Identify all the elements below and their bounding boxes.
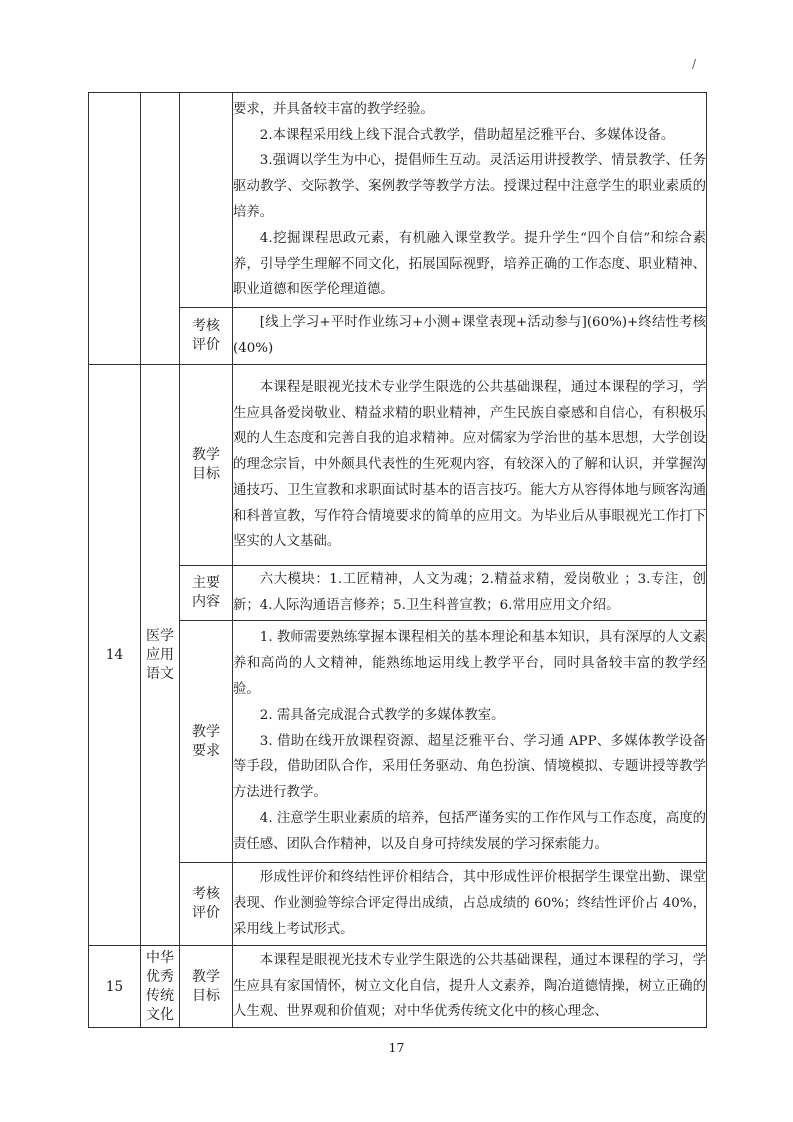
page-number: 17 xyxy=(388,1040,405,1055)
requirement-text: 2.本课程采用线上线下混合式教学，借助超星泛雅平台、多媒体设备。 xyxy=(259,127,675,143)
content-label: 主要内容 xyxy=(192,575,220,610)
row-13-requirements xyxy=(89,93,707,308)
objectives-label-cell xyxy=(180,946,233,1028)
requirement-text: 要求，并具备较丰富的教学经验。 xyxy=(233,101,434,117)
requirement-text: 2. 需具备完成混合式教学的多媒体教室。 xyxy=(259,707,505,723)
row-14-course-cell xyxy=(141,365,180,946)
objectives-content xyxy=(233,946,707,1028)
row-15-objectives xyxy=(89,946,707,1028)
assessment-text: [线上学习+平时作业练习+小测+课堂表现+活动参与](60%)+终结性考核(40%) xyxy=(233,315,706,356)
main-content-cell xyxy=(233,566,707,621)
row-14-objectives xyxy=(89,365,707,566)
objectives-content xyxy=(233,365,707,566)
main-content-text: 六大模块：1.工匠精神，人文为魂；2.精益求精，爱岗敬业 ；3.专注，创新；4.人际沟通语言修养；5.卫生科普宣教；6.常用应用文介绍。 xyxy=(233,572,706,613)
row-15-course-cell xyxy=(141,946,180,1028)
row-14-number: 14 xyxy=(89,365,141,946)
assessment-content xyxy=(233,308,707,365)
requirement-text: 1. 教师需要熟练掌握本课程相关的基本理论和基本知识，具有深厚的人文素养和高尚的人文精神，能熟练地运用线上教学平台，同时具备较丰富的教学经验。 xyxy=(233,630,706,697)
row-13-number-cell xyxy=(89,93,141,365)
row-14-content xyxy=(89,566,707,621)
row-14-assessment xyxy=(89,863,707,946)
row-13-assessment xyxy=(89,308,707,365)
assessment-text: 形成性评价和终结性评价相结合，其中形成性评价根据学生课堂出勤、课堂表现、作业测验等综合评定得出成绩，占总成绩的 60%；终结性评价占 40%，采用线上考试形式。 xyxy=(233,870,706,937)
requirements-content xyxy=(233,621,707,863)
row-14-course-name: 医学应用语文 xyxy=(146,627,174,682)
assessment-label-cell xyxy=(180,863,233,946)
requirement-text: 4. 注意学生职业素质的培养，包括严谨务实的工作作风与工作态度，高度的责任感、团队合作精神，以及自身可持续发展的学习探索能力。 xyxy=(233,810,706,852)
row-13-requirements-label-cell xyxy=(180,93,233,308)
requirement-text: 3.强调以学生为中心，提倡师生互动。灵活运用讲授教学、情景教学、任务驱动教学、交际教学、案例教学等教学方法。授课过程中注意学生的职业素质的培养。 xyxy=(233,153,706,220)
row-15-number: 15 xyxy=(89,946,141,1028)
row-13-requirements-content xyxy=(233,93,707,308)
objectives-text: 本课程是眼视光技术专业学生限选的公共基础课程，通过本课程的学习，学生应具有家国情怀，树立文化自信，提升人文素养，陶冶道德情操，树立正确的人生观、世界观和价值观；对中华优秀传统文化中的核心理念、 xyxy=(233,952,706,1020)
course-table xyxy=(88,92,707,1028)
requirements-label: 教学要求 xyxy=(192,723,220,759)
objectives-label-cell xyxy=(180,365,233,566)
objectives-label: 教学目标 xyxy=(192,447,220,482)
requirements-label-cell xyxy=(180,621,233,863)
requirement-text: 3. 借助在线开放课程资源、超星泛雅平台、学习通 APP、多媒体教学设备等手段，借助团队合作，采用任务驱动、角色扮演、情境模拟、专题讲授等教学方法进行教学。 xyxy=(233,733,706,801)
row-14-requirements xyxy=(89,621,707,863)
corner-mark: / xyxy=(692,57,697,71)
content-label-cell xyxy=(180,566,233,621)
assessment-label-cell xyxy=(180,308,233,365)
requirement-text: 4.挖掘课程思政元素，有机融入课堂教学。提升学生“四个自信”和综合素养，引导学生理解不同文化，拓展国际视野，培养正确的工作态度、职业精神、职业道德和医学伦理道德。 xyxy=(233,230,706,298)
row-15-course-name: 中华优秀传统文化 xyxy=(146,949,174,1023)
assessment-content xyxy=(233,863,707,946)
assessment-label: 考核评价 xyxy=(192,318,220,353)
objectives-text: 本课程是眼视光技术专业学生限选的公共基础课程，通过本课程的学习，学生应具备爱岗敬业、精益求精的职业精神，产生民族自豪感和自信心，有积极乐观的人生态度和完善自我的追求精神。应对儒家为学治世的基本思想，大学创设的理念宗旨，中外颇具代表性的生死观内容，有较深入的了解和认识，并掌握沟通技巧、卫生宣教和求职面试时基本的语言技巧。能大方从容得体地与顾客沟通和科普宣教，写作符合情境要求的简单的应用文。为毕业后从事眼视光工作打下坚实的人文基础。 xyxy=(233,379,706,550)
row-13-course-cell xyxy=(141,93,180,365)
assessment-label: 考核评价 xyxy=(192,886,220,921)
objectives-label: 教学目标 xyxy=(192,968,220,1004)
